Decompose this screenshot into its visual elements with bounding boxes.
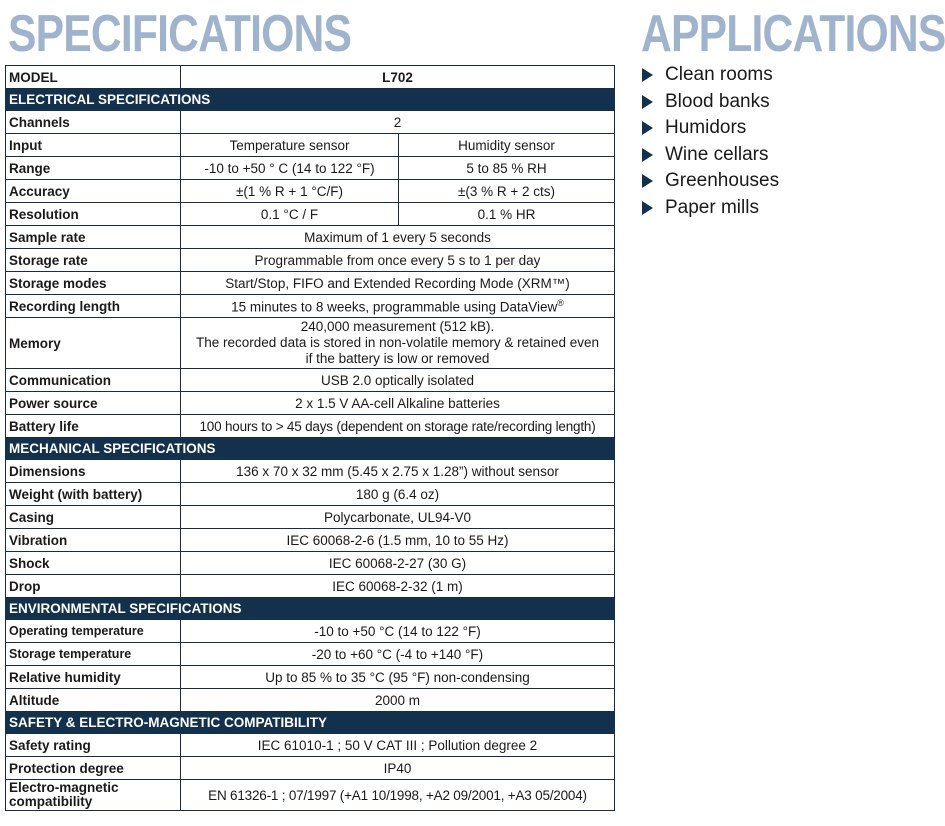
row-label: Protection degree [6,757,181,780]
application-label: Greenhouses [665,170,780,192]
memory-line-2: The recorded data is stored in non-volatile memory & retained even [196,335,599,350]
table-row-memory [6,318,615,369]
row-label: Casing [6,506,181,529]
row-value: -20 to +60 °C (-4 to +140 °F) [181,643,615,666]
list-item [641,195,779,222]
right-triangle-arrow-icon [642,68,653,82]
row-label: Channels [6,111,181,134]
row-value: 2000 m [181,689,615,712]
table-row-storage-temperature [6,643,615,666]
list-item [641,168,779,195]
row-label: Storage temperature [6,643,181,666]
table-row-emc [6,780,615,811]
table-row-model [6,66,615,89]
table-row-communication [6,369,615,392]
row-value: IEC 60068-2-6 (1.5 mm, 10 to 55 Hz) [181,529,615,552]
row-value: IEC 60068-2-32 (1 m) [181,575,615,598]
table-row-battery-life [6,415,615,438]
section-header-safety [6,712,615,734]
row-label [6,780,181,811]
model-value: L702 [181,66,615,89]
section-title: SAFETY & ELECTRO-MAGNETIC COMPATIBILITY [6,712,615,734]
row-label: Dimensions [6,460,181,483]
section-title: ENVIRONMENTAL SPECIFICATIONS [6,598,615,620]
table-row-vibration [6,529,615,552]
table-row-input [6,134,615,157]
table-row-sample-rate [6,226,615,249]
right-triangle-arrow-icon [642,201,653,215]
row-value: IEC 60068-2-27 (30 G) [181,552,615,575]
temperature-value: Temperature sensor [181,134,399,157]
row-value: Up to 85 % to 35 °C (95 °F) non-condensing [181,666,615,689]
table-row-protection-degree [6,757,615,780]
humidity-value: ±(3 % R + 2 cts) [399,180,615,203]
table-row-recording-length [6,295,615,318]
table-row-resolution [6,203,615,226]
humidity-value: 0.1 % HR [399,203,615,226]
row-label: Relative humidity [6,666,181,689]
right-triangle-arrow-icon [642,95,653,109]
table-row-safety-rating [6,734,615,757]
table-row-range [6,157,615,180]
table-row-dimensions [6,460,615,483]
row-value [181,295,615,318]
list-item [641,89,779,116]
row-label: Safety rating [6,734,181,757]
specifications-title: SPECIFICATIONS [8,5,352,63]
table-row-weight [6,483,615,506]
row-label: Recording length [6,295,181,318]
section-title: ELECTRICAL SPECIFICATIONS [6,89,615,111]
application-label: Blood banks [665,90,770,112]
table-row-casing [6,506,615,529]
row-value: 100 hours to > 45 days (dependent on storage rate/recording length) [181,415,615,438]
table-row-altitude [6,689,615,712]
row-label: Shock [6,552,181,575]
row-label: Drop [6,575,181,598]
temperature-value: 0.1 °C / F [181,203,399,226]
row-label: Weight (with battery) [6,483,181,506]
row-label: Altitude [6,689,181,712]
row-label: Input [6,134,181,157]
table-row-storage-rate [6,249,615,272]
row-value: Maximum of 1 every 5 seconds [181,226,615,249]
row-label: Resolution [6,203,181,226]
humidity-value: 5 to 85 % RH [399,157,615,180]
table-row-storage-modes [6,272,615,295]
table-row-power-source [6,392,615,415]
temperature-value: -10 to +50 ° C (14 to 122 °F) [181,157,399,180]
row-label: Communication [6,369,181,392]
row-value: Start/Stop, FIFO and Extended Recording Mode (XRM™) [181,272,615,295]
row-value: 2 x 1.5 V AA-cell Alkaline batteries [181,392,615,415]
row-value: EN 61326-1 ; 07/1997 (+A1 10/1998, +A2 09/2001, +A3 05/2004) [181,780,615,811]
row-label: Power source [6,392,181,415]
row-label: Range [6,157,181,180]
applications-list [641,62,779,221]
memory-line-3: if the battery is low or removed [305,351,490,366]
humidity-value: Humidity sensor [399,134,615,157]
emc-label-line-1: Electro-magnetic [9,780,119,795]
row-value: IEC 61010-1 ; 50 V CAT III ; Pollution degree 2 [181,734,615,757]
right-triangle-arrow-icon [642,174,653,188]
right-triangle-arrow-icon [642,148,653,162]
row-label: Sample rate [6,226,181,249]
application-label: Wine cellars [665,143,769,165]
row-label: Memory [6,318,181,369]
table-row-channels [6,111,615,134]
row-value: USB 2.0 optically isolated [181,369,615,392]
temperature-value: ±(1 % R + 1 °C/F) [181,180,399,203]
right-triangle-arrow-icon [642,121,653,135]
row-value: Programmable from once every 5 s to 1 per day [181,249,615,272]
section-header-electrical [6,89,615,111]
list-item [641,142,779,169]
row-label: Accuracy [6,180,181,203]
row-label: Storage rate [6,249,181,272]
row-label: Vibration [6,529,181,552]
row-label: MODEL [6,66,181,89]
table-row-shock [6,552,615,575]
section-header-mechanical [6,438,615,460]
row-value: 180 g (6.4 oz) [181,483,615,506]
row-label: Battery life [6,415,181,438]
table-row-operating-temperature [6,620,615,643]
section-title: MECHANICAL SPECIFICATIONS [6,438,615,460]
table-row-drop [6,575,615,598]
row-value [181,318,615,369]
list-item [641,115,779,142]
row-label: Storage modes [6,272,181,295]
row-value: -10 to +50 °C (14 to 122 °F) [181,620,615,643]
table-row-relative-humidity [6,666,615,689]
section-header-environmental [6,598,615,620]
application-label: Paper mills [665,196,759,218]
application-label: Clean rooms [665,64,773,86]
application-label: Humidors [665,117,747,139]
memory-line-1: 240,000 measurement (512 kB). [300,319,495,334]
row-value: 2 [181,111,615,134]
specifications-table [5,65,615,811]
registered-mark: ® [557,297,564,308]
emc-label-line-2: compatibility [9,794,93,809]
row-value: IP40 [181,757,615,780]
row-label: Operating temperature [6,620,181,643]
list-item [641,62,779,89]
applications-title: APPLICATIONS [641,5,945,63]
row-value: 136 x 70 x 32 mm (5.45 x 2.75 x 1.28”) without sensor [181,460,615,483]
row-value: Polycarbonate, UL94-V0 [181,506,615,529]
recording-length-text: 15 minutes to 8 weeks, programmable using DataView [231,299,558,315]
table-row-accuracy [6,180,615,203]
